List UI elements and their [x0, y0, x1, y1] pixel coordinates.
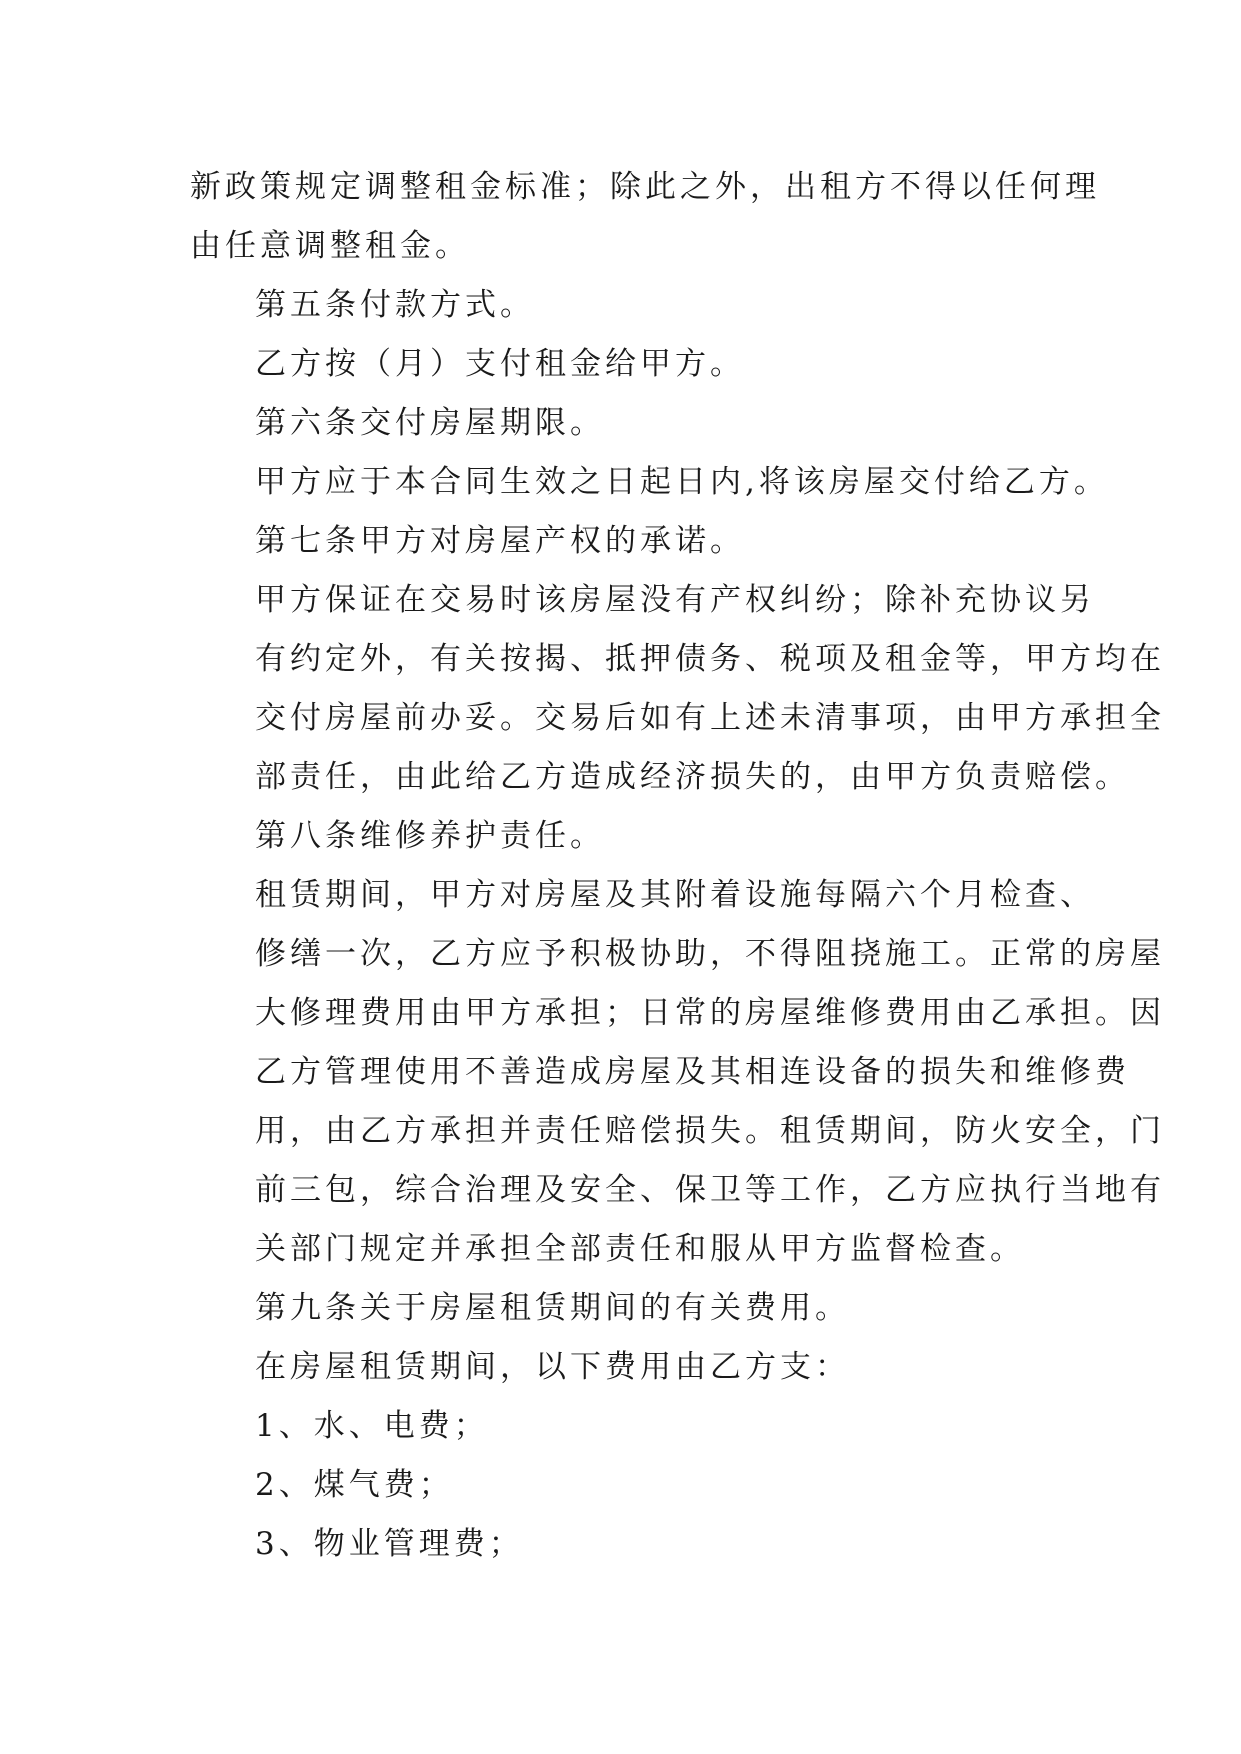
paragraph — [190, 276, 1070, 335]
text-line: 有约定外，有关按揭、抵押债务、税项及租金等，甲方均在 — [255, 641, 1165, 677]
paragraph — [190, 1397, 1070, 1456]
text-line: 甲方应于本合同生效之日起日内,将该房屋交付给乙方。 — [255, 464, 1109, 500]
paragraph — [190, 512, 1070, 571]
paragraph — [190, 158, 1100, 276]
paragraph — [190, 1515, 1070, 1574]
text-line: 第八条维修养护责任。 — [255, 818, 605, 854]
text-line: 新政策规定调整租金标准；除此之外，出租方不得以任何理 — [190, 169, 1100, 205]
text-line: 第九条关于房屋租赁期间的有关费用。 — [255, 1290, 850, 1326]
paragraph — [190, 1338, 1070, 1397]
paragraph — [190, 453, 1109, 512]
text-line: 乙方管理使用不善造成房屋及其相连设备的损失和维修费 — [255, 1054, 1130, 1090]
text-line: 在房屋租赁期间，以下费用由乙方支： — [255, 1349, 850, 1385]
text-line: 1、水、电费； — [255, 1408, 489, 1444]
paragraph — [190, 807, 1070, 866]
text-line: 关部门规定并承担全部责任和服从甲方监督检查。 — [255, 1231, 1025, 1267]
text-line: 修缮一次，乙方应予积极协助，不得阻挠施工。正常的房屋 — [255, 936, 1165, 972]
text-line: 乙方按（月）支付租金给甲方。 — [255, 346, 745, 382]
paragraph — [190, 1456, 1070, 1515]
document-body — [190, 158, 1165, 1574]
text-line: 部责任，由此给乙方造成经济损失的，由甲方负责赔偿。 — [255, 759, 1130, 795]
text-line: 甲方保证在交易时该房屋没有产权纠纷；除补充协议另 — [255, 582, 1095, 618]
paragraph — [190, 866, 1165, 1279]
text-line: 前三包，综合治理及安全、保卫等工作，乙方应执行当地有 — [255, 1172, 1165, 1208]
text-line: 第七条甲方对房屋产权的承诺。 — [255, 523, 745, 559]
text-line: 第五条付款方式。 — [255, 287, 535, 323]
paragraph — [190, 394, 1070, 453]
text-line: 由任意调整租金。 — [190, 228, 470, 264]
paragraph — [190, 1279, 1070, 1338]
text-line: 租赁期间，甲方对房屋及其附着设施每隔六个月检查、 — [255, 877, 1095, 913]
text-line: 2、煤气费； — [255, 1467, 454, 1503]
text-line: 交付房屋前办妥。交易后如有上述未清事项，由甲方承担全 — [255, 700, 1165, 736]
paragraph — [190, 335, 1070, 394]
text-line: 第六条交付房屋期限。 — [255, 405, 605, 441]
text-line: 大修理费用由甲方承担；日常的房屋维修费用由乙承担。因 — [255, 995, 1165, 1031]
text-line: 用，由乙方承担并责任赔偿损失。租赁期间，防火安全，门 — [255, 1113, 1165, 1149]
text-line: 3、物业管理费； — [255, 1526, 524, 1562]
paragraph — [190, 571, 1165, 807]
